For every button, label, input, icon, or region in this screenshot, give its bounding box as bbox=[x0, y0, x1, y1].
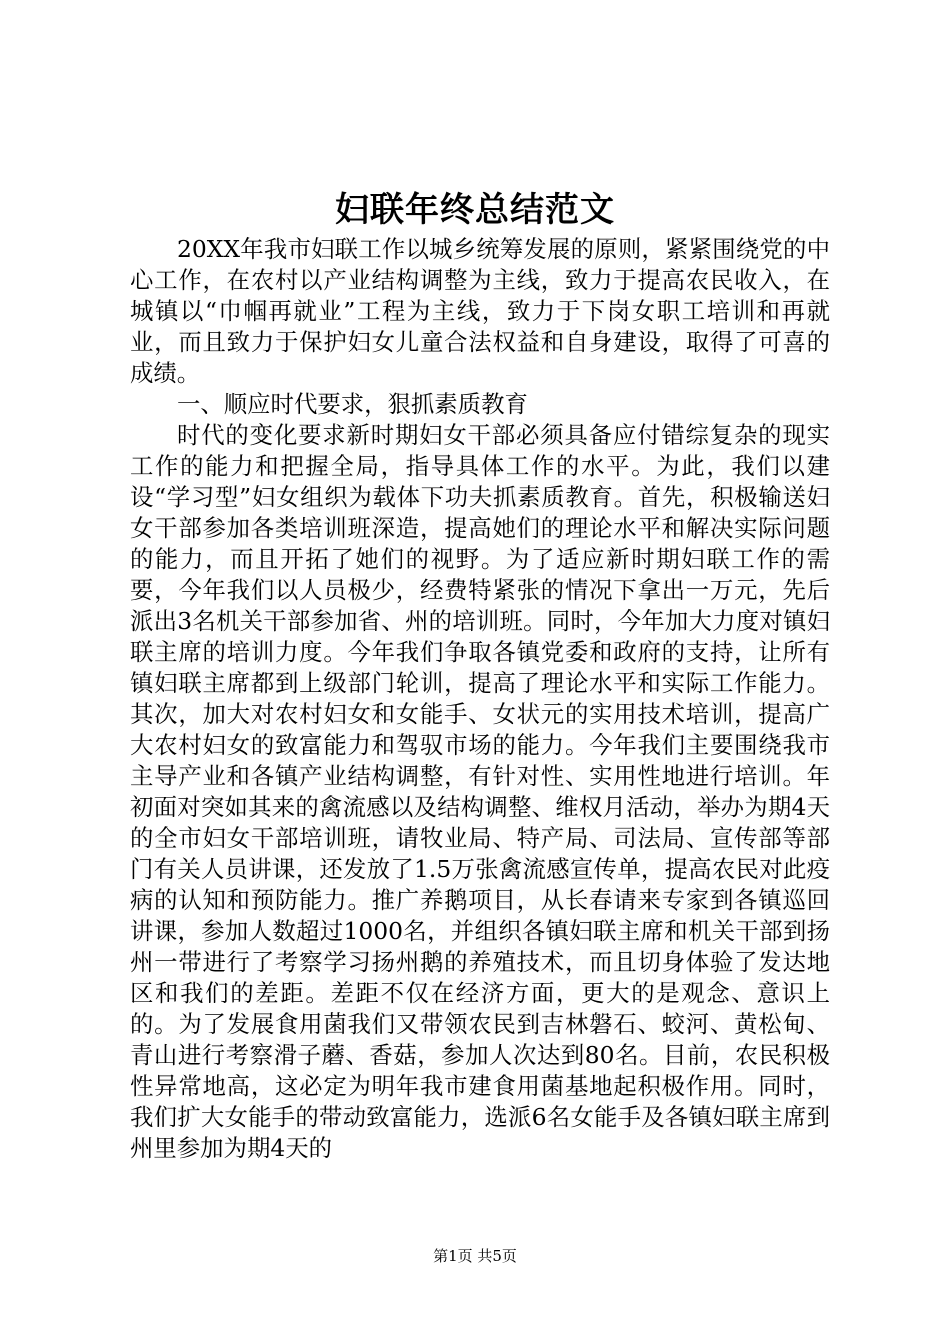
intro-paragraph: 20XX年我市妇联工作以城乡统筹发展的原则，紧紧围绕党的中心工作，在农村以产业结构调整为主线，致力于提高农民收入，在城镇以“巾帼再就业”工程为主线，致力于下岗女职工培训和再就业，而且致力于保护妇女儿童合法权益和自身建设，取得了可喜的成绩。 bbox=[130, 235, 830, 387]
section-heading: 一、顺应时代要求，狠抓素质教育 bbox=[177, 390, 528, 418]
document-body bbox=[130, 234, 830, 1164]
body-paragraph: 时代的变化要求新时期妇女干部必须具备应付错综复杂的现实工作的能力和把握全局，指导具体工作的水平。为此，我们以建设“学习型”妇女组织为载体下功夫抓素质教育。首先，积极输送妇女干部参加各类培训班深造，提高她们的理论水平和解决实际问题的能力，而且开拓了她们的视野。为了适应新时期妇联工作的需要，今年我们以人员极少，经费特紧张的情况下拿出一万元，先后派出3名机关干部参加省、州的培训班。同时，今年加大力度对镇妇联主席的培训力度。今年我们争取各镇党委和政府的支持，让所有镇妇联主席都到上级部门轮训，提高了理论水平和实际工作能力。其次，加大对农村妇女和女能手、女状元的实用技术培训，提高广大农村妇女的致富能力和驾驭市场的能力。今年我们主要围绕我市主导产业和各镇产业结构调整，有针对性、实用性地进行培训。年初面对突如其来的禽流感以及结构调整、维权月活动，举办为期4天的全市妇女干部培训班，请牧业局、特产局、司法局、宣传部等部门有关人员讲课，还发放了1.5万张禽流感宣传单，提高农民对此疫病的认知和预防能力。推广养鹅项目，从长春请来专家到各镇巡回讲课，参加人数超过1000名，并组织各镇妇联主席和机关干部到扬州一带进行了考察学习扬州鹅的养殖技术，而且切身体验了发达地区和我们的差距。差距不仅在经济方面，更大的是观念、意识上的。为了发展食用菌我们又带领农民到吉林磐石、蛟河、黄松甸、青山进行考察滑子蘑、香菇，参加人次达到80名。目前，农民积极性异常地高，这必定为明年我市建食用菌基地起积极作用。同时，我们扩大女能手的带动致富能力，选派6名女能手及各镇妇联主席到州里参加为期4天的 bbox=[130, 421, 830, 1162]
page-footer: 第1页 共5页 bbox=[433, 1247, 517, 1265]
document-title: 妇联年终总结范文 bbox=[335, 190, 615, 230]
